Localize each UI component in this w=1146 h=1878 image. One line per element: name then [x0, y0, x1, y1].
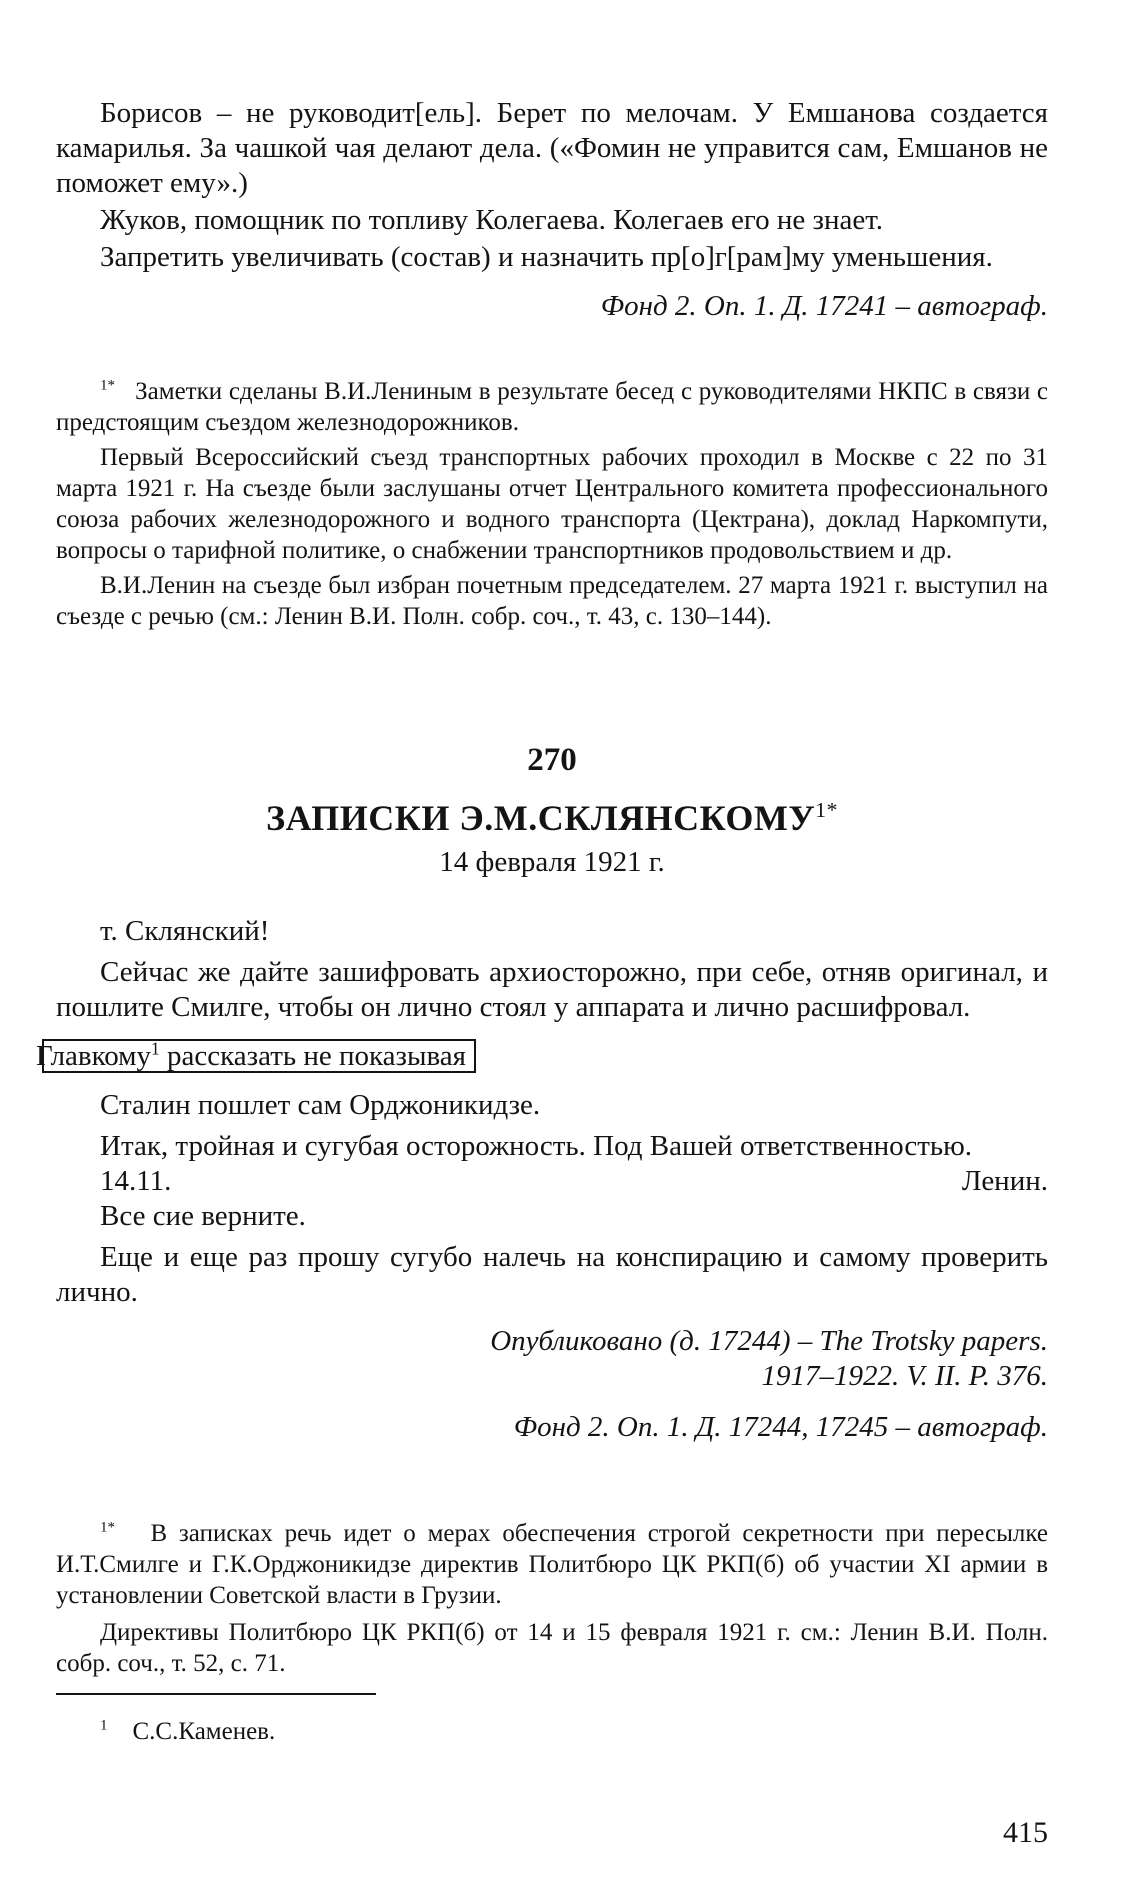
date-signature-row [56, 1164, 1048, 1199]
note-marker: 1* [100, 377, 115, 394]
short-date: 14.11. [100, 1165, 172, 1197]
published-line-2: 1917–1922. V. II. P. 376. [761, 1360, 1048, 1392]
document-note [56, 1518, 1048, 1679]
boxed-line [36, 1038, 1048, 1074]
body-paragraph-3: Итак, тройная и сугубая осторожность. Под Вашей ответственностью. [100, 1130, 973, 1162]
previous-note-paragraph-3: В.И.Ленин на съезде был избран почетным председателем. 27 марта 1921 г. выступил на съезде с речью (см.: Ленин В.И. Полн. собр. соч., т. 43, с. 130–144). [56, 572, 1048, 630]
published-line-1: Опубликовано (д. 17244) – The Trotsky papers. [490, 1325, 1048, 1357]
document-title [56, 797, 1048, 839]
top-source-line: Фонд 2. Оп. 1. Д. 17241 – автограф. [600, 290, 1048, 322]
document-title-text: ЗАПИСКИ Э.М.СКЛЯНСКОМУ [266, 798, 816, 838]
footnote [56, 1716, 1048, 1747]
document-number: 270 [527, 742, 577, 778]
boxed-note [36, 1038, 476, 1073]
document-source-line: Фонд 2. Оп. 1. Д. 17244, 17245 – автограф. [513, 1411, 1048, 1443]
document-note-marker: 1* [100, 1519, 115, 1536]
document-heading [56, 742, 1048, 880]
page-number: 415 [1003, 1816, 1048, 1849]
document-note-paragraph-2: Директивы Политбюро ЦК РКП(б) от 14 и 15 февраля 1921 г. см.: Ленин В.И. Полн. собр. соч., т. 52, с. 71. [56, 1619, 1048, 1677]
footnote-rule [56, 1693, 376, 1695]
body-paragraph-5: Еще и еще раз прошу сугубо налечь на конспирацию и самому проверить лично. [56, 1241, 1048, 1308]
boxed-text-start: Главкому [36, 1040, 152, 1072]
body-paragraph-1: Сейчас же дайте зашифровать архиосторожно, при себе, отняв оригинал, и пошлите Смилге, чтобы он лично стоял у аппарата и лично расшифровал. [56, 956, 1048, 1023]
document-note-paragraph-1 [56, 1518, 1048, 1611]
previous-note [56, 376, 1048, 632]
salutation: т. Склянский! [100, 915, 270, 947]
document-note-text-1: В записках речь идет о мерах обеспечения строгой секретности при пересылке И.Т.Смилге и Г.К.Орджоникидзе директив Политбюро ЦК РКП(б) об участии XI армии в установлении Советской власти в Грузии. [56, 1520, 1048, 1609]
footnote-text: С.С.Каменев. [132, 1718, 276, 1745]
document-body [36, 914, 1048, 1445]
title-note-marker: 1* [815, 798, 838, 822]
body-paragraph-2: Сталин пошлет сам Орджоникидзе. [100, 1089, 541, 1121]
footnote-line [56, 1716, 1048, 1747]
document-date: 14 февраля 1921 г. [439, 846, 665, 878]
footnote-marker: 1 [100, 1717, 108, 1734]
boxed-text-end: рассказать не показывая [159, 1040, 467, 1072]
top-paragraph-1: Борисов – не руководит[ель]. Берет по мелочам. У Емшанова создается камарилья. За чашкой чая делают дела. («Фомин не управится сам, Емшанов не поможет ему».) [56, 97, 1048, 199]
top-paragraph-2: Жуков, помощник по топливу Колегаева. Колегаев его не знает. [100, 204, 883, 236]
previous-note-paragraph-2: Первый Всероссийский съезд транспортных рабочих проходил в Москве с 22 по 31 марта 1921 г. На съезде были заслушаны отчет Центрального комитета профессионального союза рабочих железнодорожного и водного транспорта (Цектрана), доклад Наркомпути, вопросы о тарифной политике, о снабжении транспортников продовольствием и др. [56, 444, 1048, 564]
previous-note-paragraph-1 [56, 376, 1048, 438]
top-text [56, 96, 1048, 324]
previous-note-text-1: Заметки сделаны В.И.Лениным в результате бесед с руководителями НКПС в связи с предстоящим съездом железнодорожников. [56, 378, 1049, 436]
body-paragraph-4: Все сие верните. [100, 1200, 306, 1232]
top-paragraph-3: Запретить увеличивать (состав) и назначить пр[о]г[рам]му уменьшения. [100, 241, 993, 273]
boxed-footnote-marker: 1 [151, 1038, 160, 1059]
signature: Ленин. [961, 1165, 1048, 1197]
